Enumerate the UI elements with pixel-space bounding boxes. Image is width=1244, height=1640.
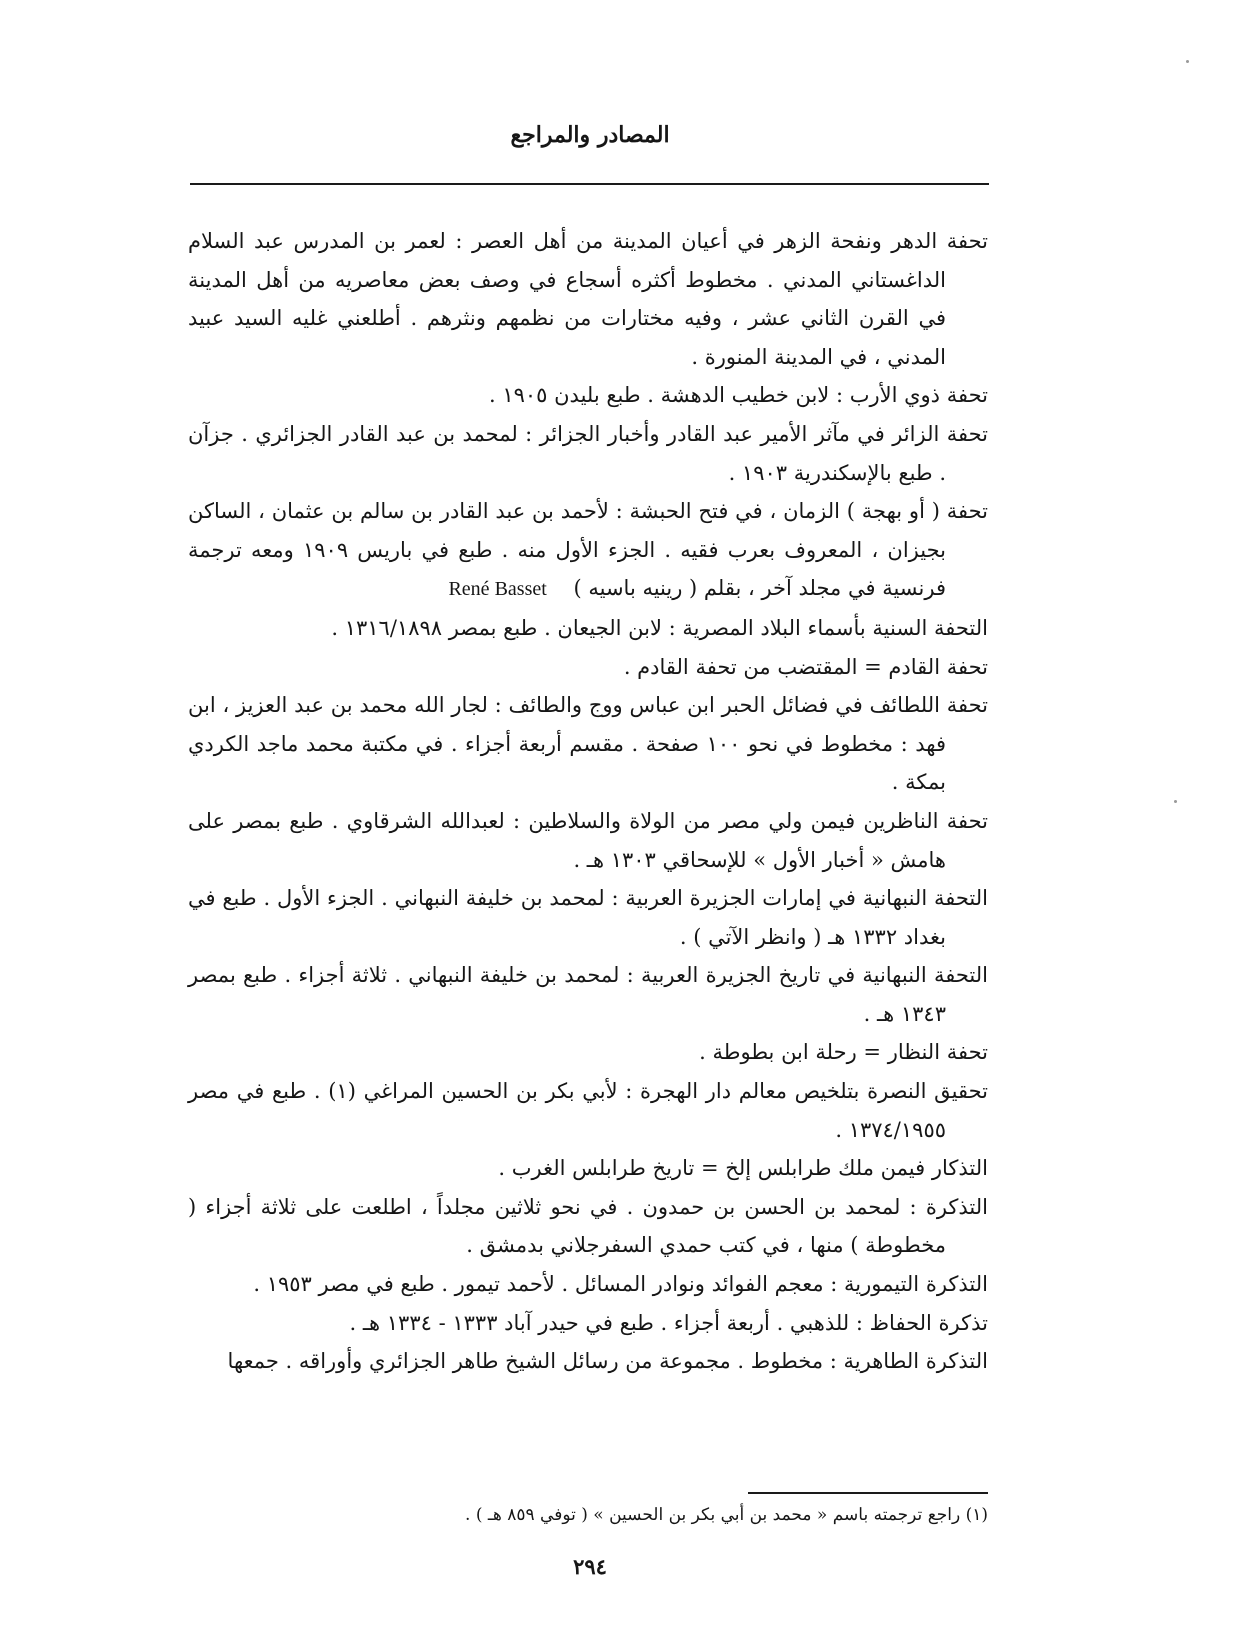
bibliography-entry [188, 492, 988, 609]
footnote-rule [748, 1492, 988, 1494]
entry-arabic-text: تحفة ( أو بهجة ) الزمان ، في فتح الحبشة : لأحمد بن عبد القادر بن سالم بن عثمان ، الساكن بجيزان ، المعروف بعرب فقيه . الجزء الأول منه . طبع في باريس ١٩٠٩ ومعه ترجمة فرنسية في مجلد آخر ، بقلم ( رينيه باسيه ) [188, 499, 988, 601]
running-header: المصادر والمراجع [510, 122, 670, 148]
bibliography-entry: تحفة الناظرين فيمن ولي مصر من الولاة والسلاطين : لعبدالله الشرقاوي . طبع بمصر على هامش « أخبار الأول » للإسحاقي ١٣٠٣ هـ . [188, 808, 988, 872]
bibliography-entry: التذكرة : لمحمد بن الحسن بن حمدون . في نحو ثلاثين مجلداً ، اطلعت على ثلاثة أجزاء ( مخطوطة ) منها ، في كتب حمدي السفرجلاني بدمشق . [188, 1194, 988, 1258]
bibliography-entry: تذكرة الحفاظ : للذهبي . أربعة أجزاء . طبع في حيدر آباد ١٣٣٣ - ١٣٣٤ هـ . [349, 1310, 988, 1335]
bibliography-entry: التذكار فيمن ملك طرابلس إلخ = تاريخ طرابلس الغرب . [498, 1156, 988, 1181]
bibliography-entry: التحفة النبهانية في إمارات الجزيرة العربية : لمحمد بن خليفة النبهاني . الجزء الأول . طبع في بغداد ١٣٣٢ هـ ( وانظر الآتي ) . [188, 886, 988, 949]
bibliography-entry: تحفة الزائر في مآثر الأمير عبد القادر وأخبار الجزائر : لمحمد بن عبد القادر الجزائري . جزآن . طبع بالإسكندرية ١٩٠٣ . [188, 421, 988, 485]
bibliography-entry: التذكرة التيمورية : معجم الفوائد ونوادر المسائل . لأحمد تيمور . طبع في مصر ١٩٥٣ . [253, 1272, 988, 1297]
page-number: ٢٩٤ [573, 1554, 607, 1579]
scan-speck [1186, 60, 1189, 63]
bibliography-entry: تحفة ذوي الأرب : لابن خطيب الدهشة . طبع بليدن ١٩٠٥ . [488, 383, 988, 408]
bibliography-entry: تحفة الدهر ونفحة الزهر في أعيان المدينة من أهل العصر : لعمر بن المدرس عبد السلام الداغستاني المدني . مخطوط أكثره أسجاع في وصف بعض معاصريه من أهل المدينة في القرن الثاني عشر ، وفيه مختارات من نظمهم ونثرهم . أطلعني غليه السيد عبيد المدني ، في المدينة المنورة . [188, 229, 988, 369]
entry-latin-name: René Basset [448, 578, 547, 601]
bibliography-entry: تحقيق النصرة بتلخيص معالم دار الهجرة : لأبي بكر بن الحسين المراغي (١) . طبع في مصر ١٣٧٤/١٩٥٥ . [188, 1079, 989, 1142]
bibliography-list [188, 222, 988, 1381]
bibliography-entry: التحفة السنية بأسماء البلاد المصرية : لابن الجيعان . طبع بمصر ١٣١٦/١٨٩٨ . [331, 615, 988, 640]
scan-speck [1174, 800, 1177, 803]
bibliography-entry: تحفة اللطائف في فضائل الحبر ابن عباس ووج والطائف : لجار الله محمد بن عبد العزيز ، ابن فهد : مخطوط في نحو ١٠٠ صفحة . مقسم أربعة أجزاء . في مكتبة محمد ماجد الكردي بمكة . [188, 693, 988, 795]
bibliography-entry: تحفة النظار = رحلة ابن بطوطة . [699, 1040, 988, 1065]
bibliography-entry: تحفة القادم = المقتضب من تحفة القادم . [623, 654, 988, 679]
header-rule [190, 183, 989, 185]
bibliography-entry: التذكرة الطاهرية : مخطوط . مجموعة من رسائل الشيخ طاهر الجزائري وأوراقه . جمعها [227, 1349, 988, 1374]
footnote: (١) راجع ترجمته باسم « محمد بن أبي بكر بن الحسين » ( توفي ٨٥٩ هـ ) . [465, 1505, 988, 1525]
bibliography-entry: التحفة النبهانية في تاريخ الجزيرة العربية : لمحمد بن خليفة النبهاني . ثلاثة أجزاء . طبع بمصر ١٣٤٣ هـ . [188, 963, 988, 1026]
